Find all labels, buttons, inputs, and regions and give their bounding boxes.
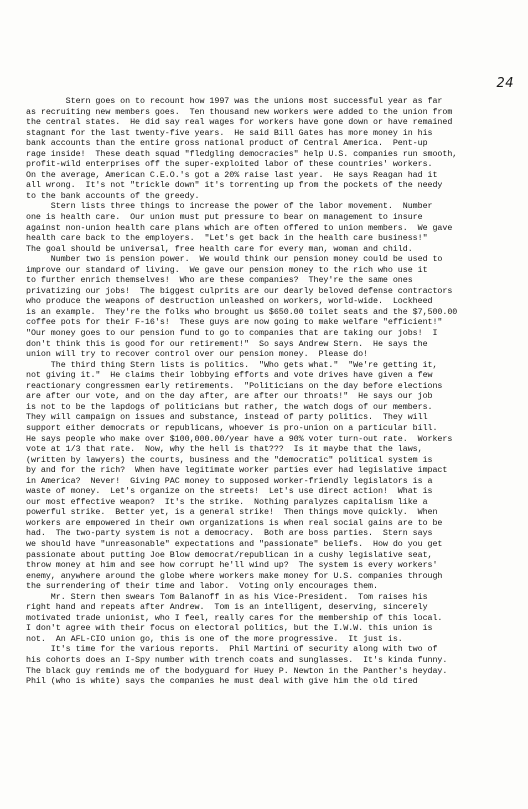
text-line: health care back to the employers. "Let's get back in the health care business!" — [26, 233, 428, 244]
text-line: in America? Never! Giving PAC money to supposed worker-friendly legislators is a — [26, 475, 433, 486]
text-line: profit-wild enterprises off the super-exploited labor of these countries' workers. — [26, 159, 433, 170]
text-line: not giving it." He claims their lobbying efforts and vote drives have given a few — [26, 370, 433, 381]
text-line: union will try to recover control over our pension money. Please do! — [26, 349, 369, 360]
text-line: enemy, anywhere around the globe where workers make money for U.S. companies through — [26, 570, 443, 581]
text-line: Stern goes on to recount how 1997 was the unions most successful year as far — [26, 96, 443, 106]
text-line: waste of money. Let's organize on the streets! Let's use direct action! What is — [26, 486, 433, 497]
text-line: The third thing Stern lists is politics. "Who gets what." "We're getting it, — [26, 359, 438, 370]
text-line: our most effective weapon? It's the strike. Nothing paralyzes capitalism like a — [26, 496, 428, 507]
text-line: The black guy reminds me of the bodyguard for Huey P. Newton in the Panther's heyday. — [26, 665, 448, 676]
text-line: the surrendering of their time and labor. Voting only encourages them. — [26, 581, 378, 592]
text-line: as recruiting new members goes. Ten thousand new workers were added to the union from — [26, 106, 453, 117]
text-line: to the bank accounts of the greedy. — [26, 190, 200, 201]
text-line: "Our money goes to our pension fund to go to companies that are taking our jobs! I — [26, 328, 438, 339]
text-line: one is health care. Our union must put pressure to bear on management to insure — [26, 212, 423, 223]
text-line: vote at 1/3 that rate. Now, why the hell is that??? Is it maybe that the laws, — [26, 444, 423, 455]
text-line: all wrong. It's not "trickle down" it's torrenting up from the pockets of the needy — [26, 180, 443, 191]
body-text — [26, 96, 514, 687]
text-line: The goal should be universal, free health care for every man, woman and child. — [26, 243, 413, 254]
text-line: rage inside! These death squad "fledgling democracies" help U.S. companies run smooth, — [26, 148, 458, 159]
text-line: On the average, American C.E.O.'s got a 20% raise last year. He says Reagan had it — [26, 169, 438, 180]
text-line: Number two is pension power. We would think our pension money could be used to — [26, 254, 443, 265]
text-line: Phil (who is white) says the companies he must deal with give him the old tired — [26, 676, 418, 687]
text-line: who produce the weapons of destruction unleashed on workers, world-wide. Lockheed — [26, 296, 433, 307]
text-line: by and for the rich? When have legitimate worker parties ever had legislative impact — [26, 465, 448, 476]
text-line: is an example. They're the folks who brought us $650.00 toilet seats and the $7,500.00 — [26, 306, 458, 317]
text-line: passionate about putting Joe Blow democrat/republican in a cushy legislative seat, — [26, 549, 433, 560]
text-line: improve our standard of living. We gave our pension money to the rich who use it — [26, 264, 428, 275]
text-line: are after our vote, and on the day after, are after our throats!" He says our job — [26, 391, 433, 402]
text-line: his cohorts does an I-Spy number with trench coats and sunglasses. It's kinda funny. — [26, 654, 448, 665]
text-line: right hand and repeats after Andrew. Tom is an intelligent, deserving, sincerely — [26, 602, 428, 613]
text-line: (written by lawyers) the courts, business and the "democratic" political system is — [26, 454, 433, 465]
text-line: coffee pots for their F-16's! These guys are now going to make welfare "efficient!" — [26, 317, 443, 328]
text-line: motivated trade unionist, who I feel, really cares for the membership of this local. — [26, 612, 443, 623]
text-line: not. An AFL-CIO union go, this is one of the more progressive. It just is. — [26, 633, 403, 644]
text-line: It's time for the various reports. Phil Martini of security along with two of — [26, 644, 438, 655]
text-line: is not to be the lapdogs of politicians but rather, the watch dogs of our members. — [26, 401, 433, 412]
text-line: I don't agree with their focus on electoral politics, but the I.W.W. this union is — [26, 623, 433, 634]
text-line: powerful strike. Better yet, is a general strike! Then things move quickly. When — [26, 507, 438, 518]
page-number: 24 — [496, 76, 514, 91]
text-line: Mr. Stern then swears Tom Balanoff in as his Vice-President. Tom raises his — [26, 591, 428, 602]
text-line: we should have "unreasonable" expectations and "passionate" beliefs. How do you get — [26, 538, 443, 549]
text-line: throw money at him and see how corrupt he'll wind up? The system is every workers' — [26, 560, 438, 571]
text-line: workers are empowered in their own organizations is when real social gains are to be — [26, 517, 443, 528]
text-line: stagnant for the last twenty-five years. He said Bill Gates has more money in his — [26, 127, 433, 138]
text-line: bank accounts than the entire gross national product of Central America. Pent-up — [26, 138, 428, 149]
text-line: to further enrich themselves! Who are these companies? They're the same ones — [26, 275, 413, 286]
text-line: the central states. He did say real wages for workers have gone down or have remained — [26, 117, 453, 128]
text-line: He says people who make over $100,000.00/year have a 90% voter turn-out rate. Workers — [26, 433, 453, 444]
text-line: against non-union health care plans which are often offered to union members. We gave — [26, 222, 453, 233]
text-line: Stern lists three things to increase the power of the labor movement. Number — [26, 201, 433, 212]
text-line: had. The two-party system is not a democracy. Both are boss parties. Stern says — [26, 528, 433, 539]
text-line: support either democrats or republicans, whoever is pro-union on a particular bill. — [26, 422, 438, 433]
text-line: don't think this is good for our retirement!" So says Andrew Stern. He says the — [26, 338, 428, 349]
text-line: They will campaign on issues and substance, instead of party politics. They will — [26, 412, 428, 423]
text-line: reactionary congressmen early retirements. "Politicians on the day before elections — [26, 380, 443, 391]
text-line: privatizing our jobs! The biggest culprits are our dearly beloved defense contractors — [26, 285, 453, 296]
